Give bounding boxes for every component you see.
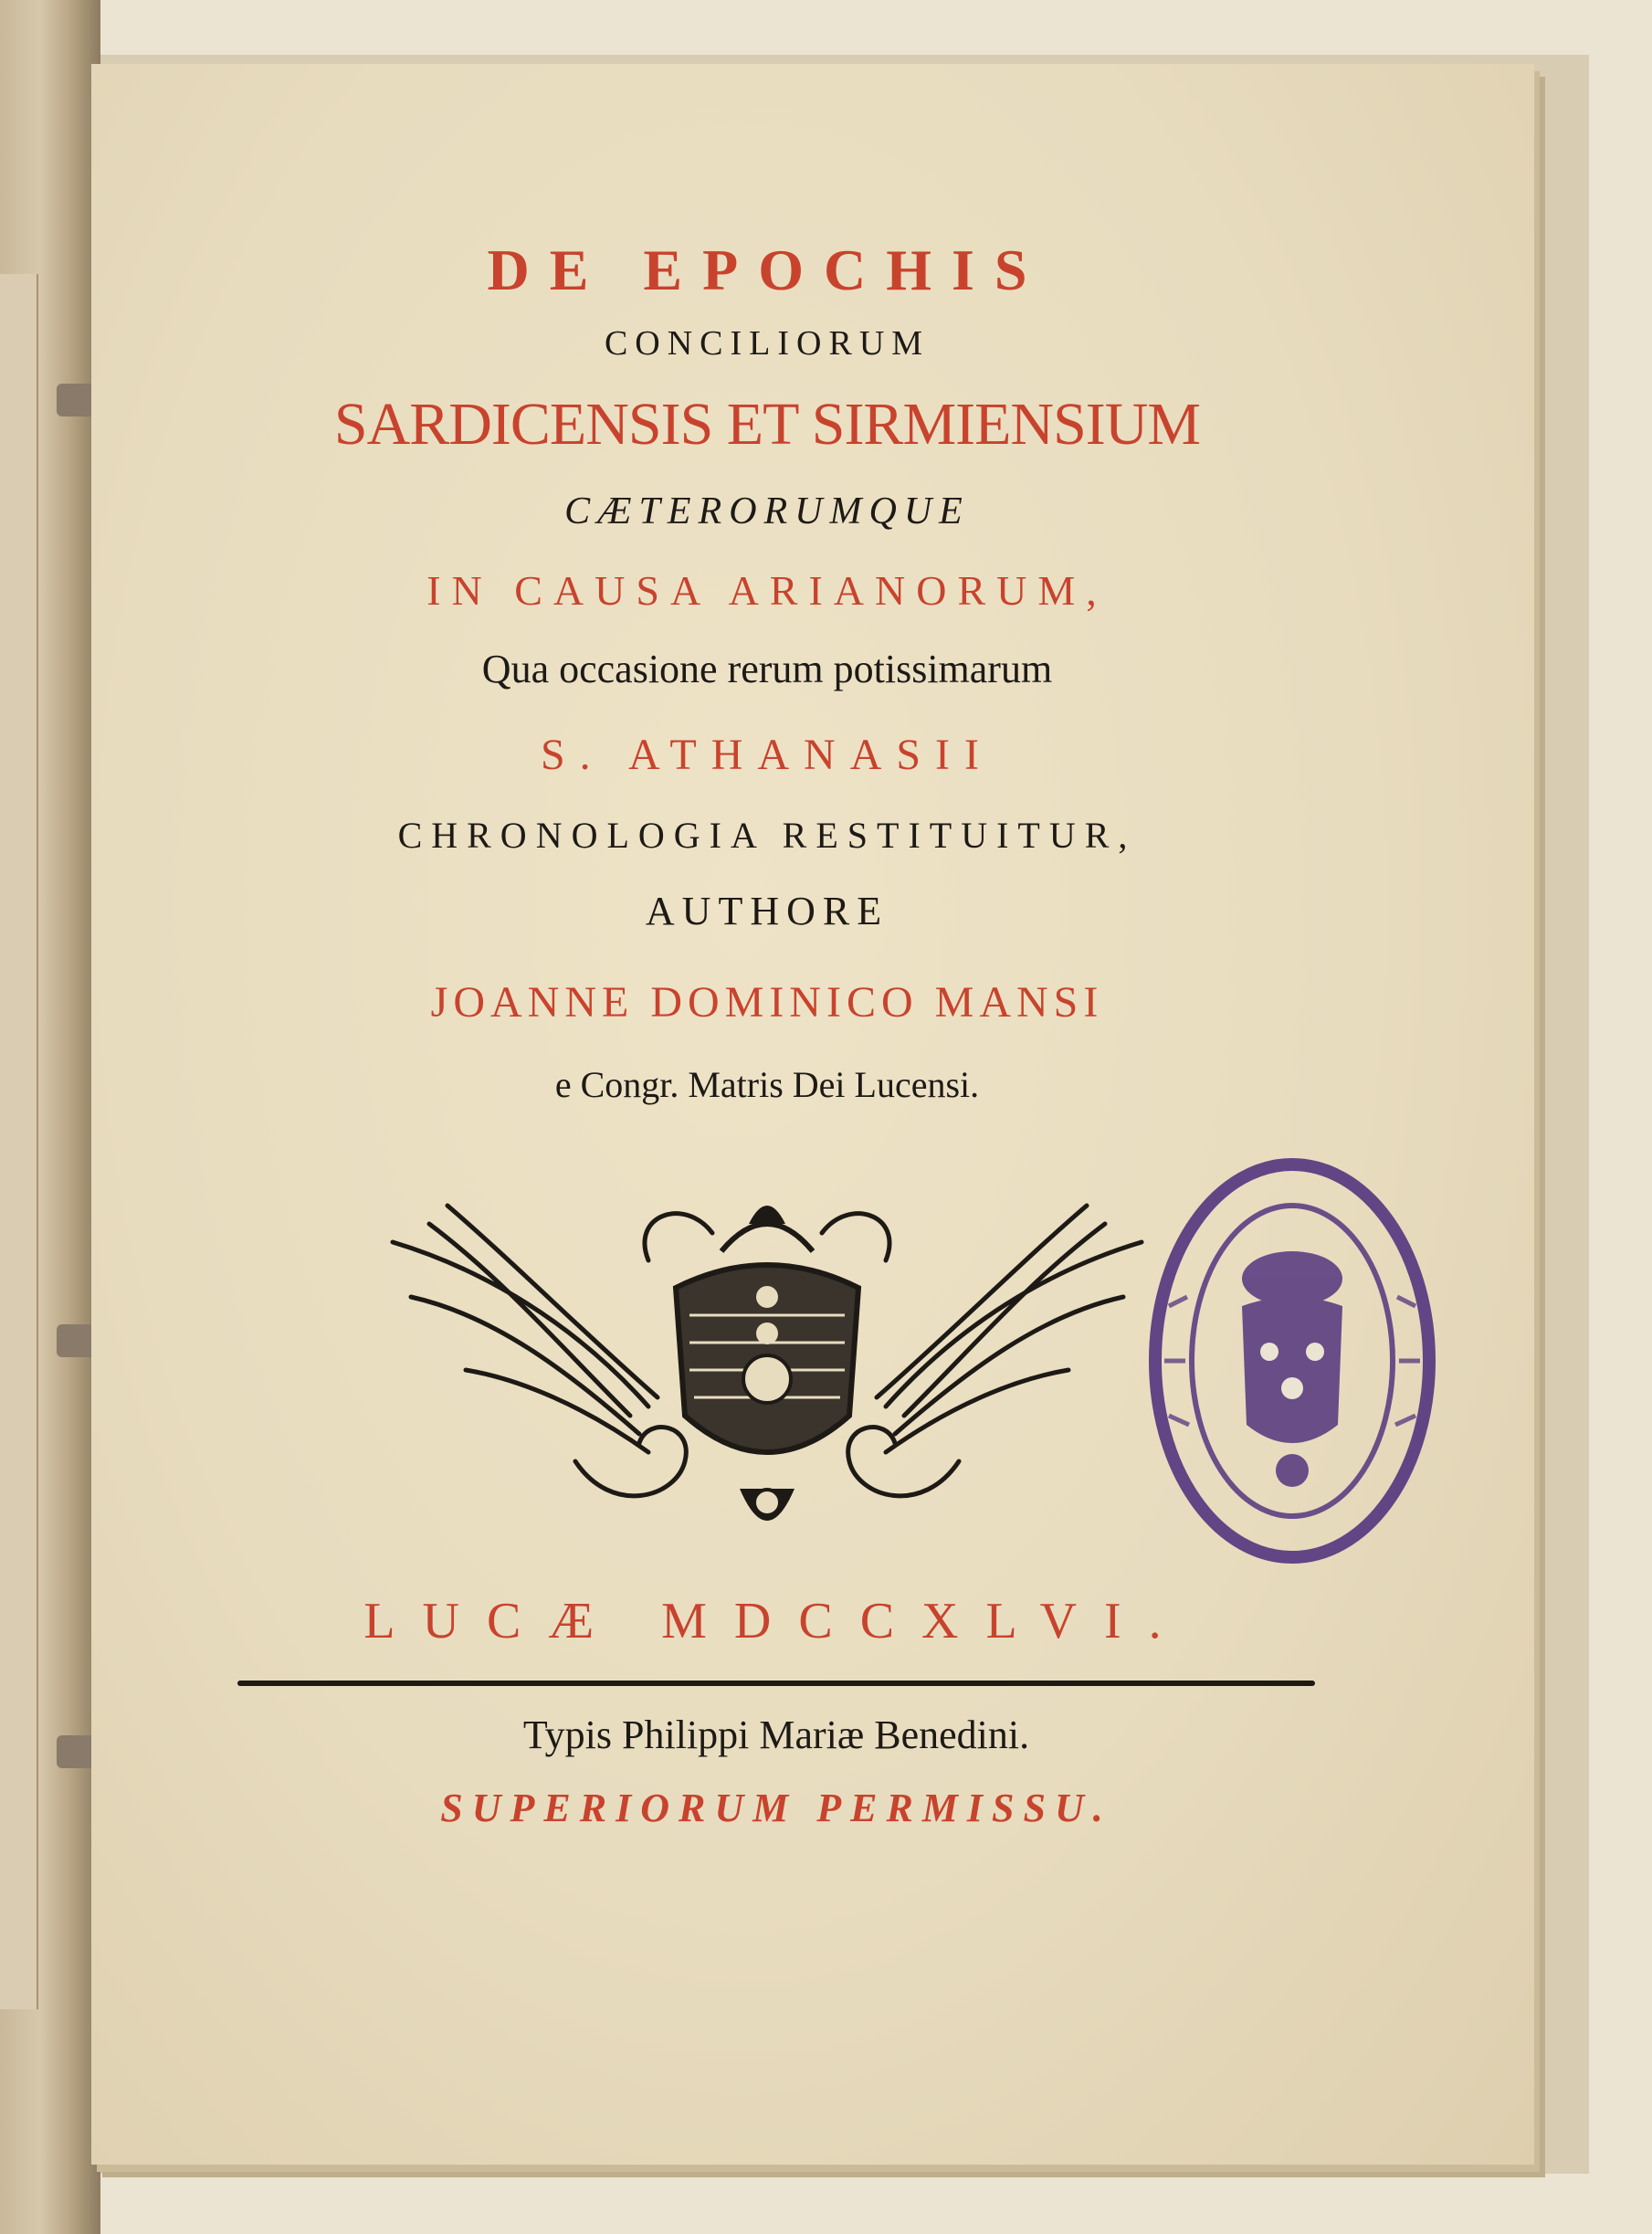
imprint-permission: SUPERIORUM PERMISSU.	[440, 1786, 1112, 1830]
ink-stamp-icon	[1142, 1151, 1443, 1571]
title-line-5: IN CAUSA ARIANORUM,	[426, 567, 1108, 614]
title-block	[237, 228, 1297, 1122]
printers-ornament-icon	[374, 1187, 1160, 1553]
title-line-2: CONCILIORUM	[604, 324, 931, 363]
author-affiliation: e Congr. Matris Dei Lucensi.	[554, 1064, 980, 1105]
title-line-1: DE EPOCHIS	[487, 237, 1047, 302]
binding-leaf-edge	[0, 274, 38, 2009]
title-line-3: SARDICENSIS ET SIRMIENSIUM	[333, 391, 1201, 458]
imprint-place-date: LUCÆ MDCCXLVI.	[363, 1593, 1189, 1649]
imprint-printer: Typis Philippi Mariæ Benedini.	[522, 1712, 1030, 1757]
title-line-6: Qua occasione rerum potissimarum	[481, 647, 1053, 691]
title-line-4: CÆTERORUMQUE	[564, 490, 970, 532]
imprint-block	[237, 1571, 1315, 1845]
title-line-7: S. ATHANASII	[540, 731, 994, 779]
title-line-8: CHRONOLOGIA RESTITUITUR,	[397, 815, 1137, 856]
title-line-9: AUTHORE	[645, 889, 889, 933]
book-binding	[0, 0, 100, 2234]
imprint-rule	[237, 1681, 1315, 1686]
author-name: JOANNE DOMINICO MANSI	[430, 978, 1104, 1027]
